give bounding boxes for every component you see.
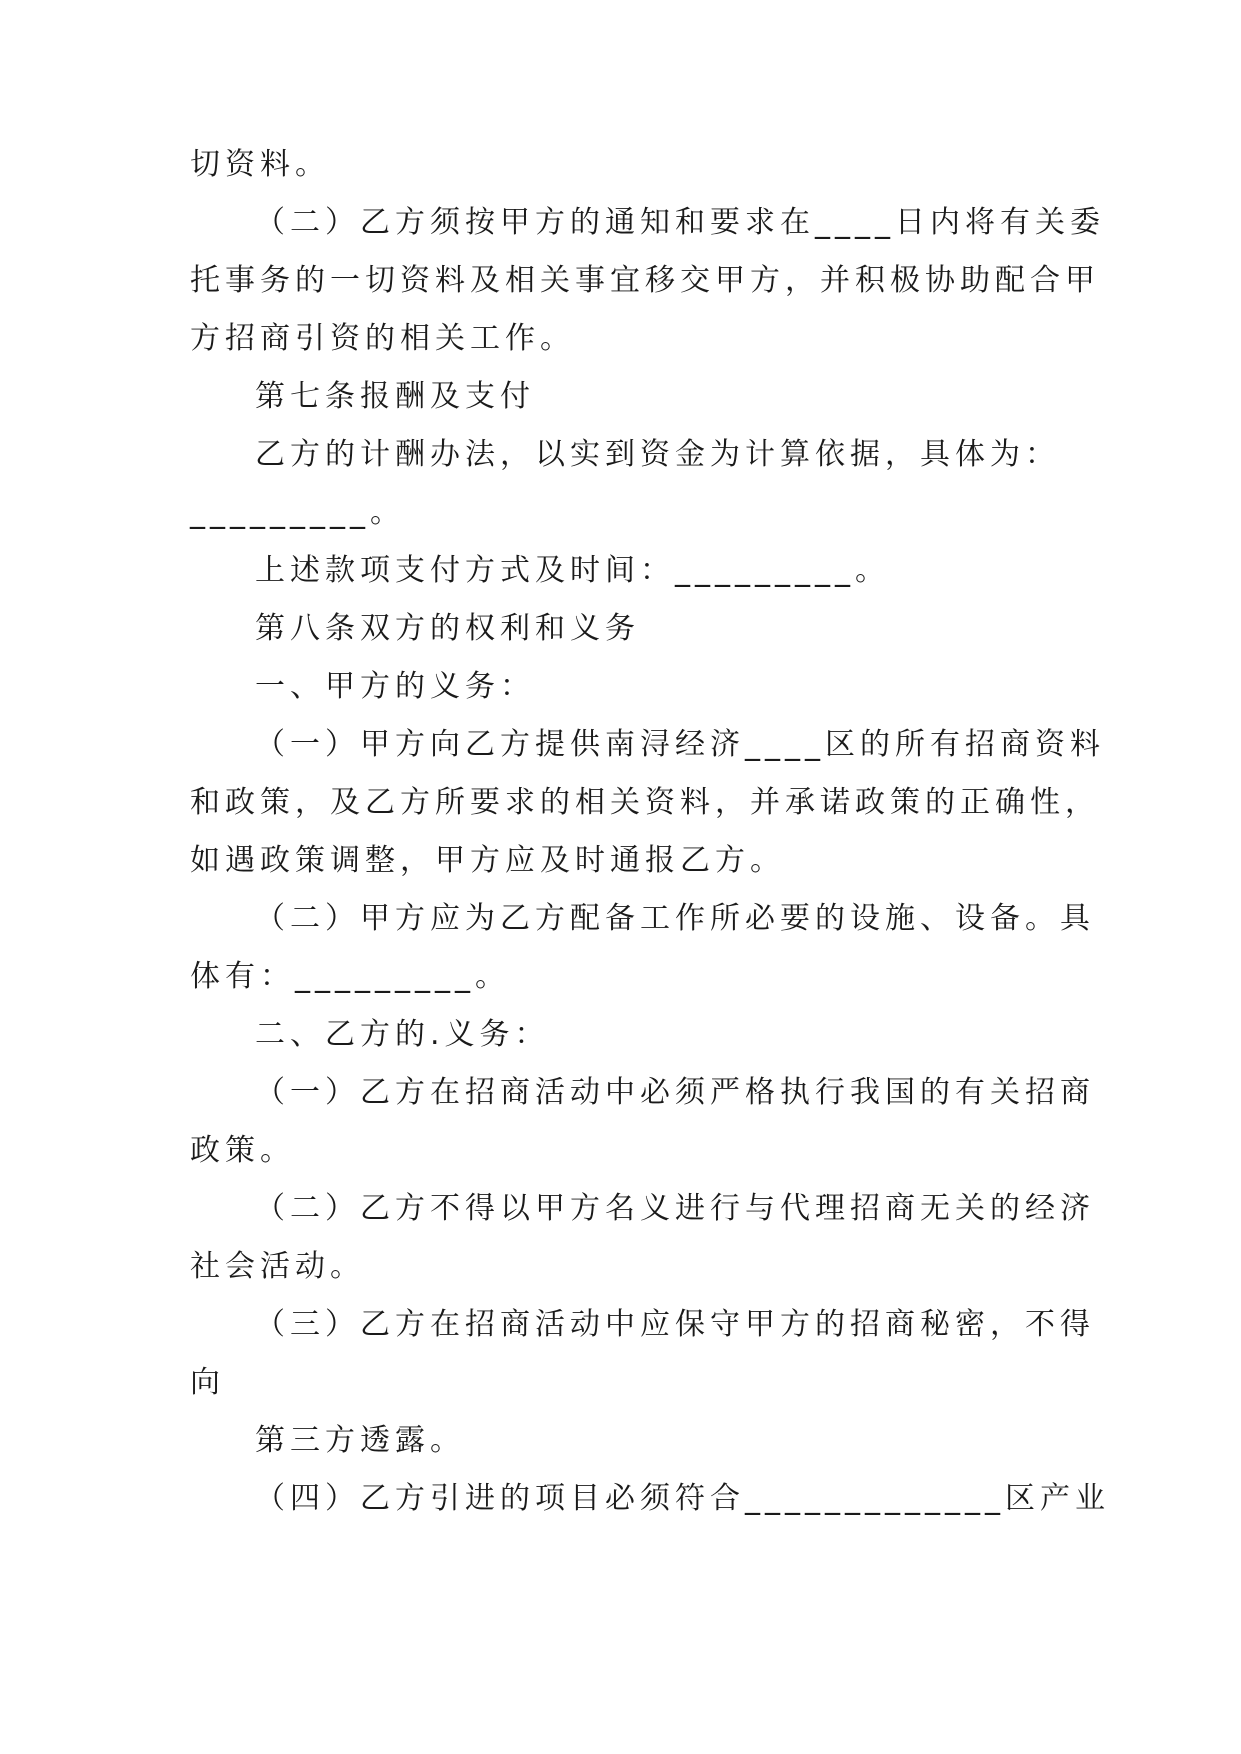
- text-line: （二）乙方不得以甲方名义进行与代理招商无关的经济: [255, 1191, 1095, 1226]
- text-line: 托事务的一切资料及相关事宜移交甲方，并积极协助配合甲: [190, 263, 1100, 298]
- text-line: 政策。: [190, 1133, 295, 1168]
- text-line: （三）乙方在招商活动中应保守甲方的招商秘密，不得: [255, 1307, 1095, 1342]
- text-line: _________。: [190, 495, 405, 530]
- text-line: 第八条双方的权利和义务: [255, 611, 640, 646]
- text-line: （一）乙方在招商活动中必须严格执行我国的有关招商: [255, 1075, 1095, 1110]
- text-line: 二、乙方的.义务：: [255, 1017, 550, 1052]
- text-line: 如遇政策调整，甲方应及时通报乙方。: [190, 843, 785, 878]
- text-line: 社会活动。: [190, 1249, 365, 1284]
- text-line: 切资料。: [190, 147, 330, 182]
- text-line: （一）甲方向乙方提供南浔经济____区的所有招商资料: [255, 727, 1105, 762]
- text-line: 体有：_________。: [190, 959, 510, 994]
- text-line: 一、甲方的义务：: [255, 669, 535, 704]
- text-line: 方招商引资的相关工作。: [190, 321, 575, 356]
- text-line: （二）乙方须按甲方的通知和要求在____日内将有关委: [255, 205, 1105, 240]
- text-line: 和政策，及乙方所要求的相关资料，并承诺政策的正确性，: [190, 785, 1100, 820]
- text-line: 第七条报酬及支付: [255, 379, 535, 414]
- text-line: （四）乙方引进的项目必须符合_____________区产业: [255, 1481, 1110, 1516]
- text-line: 上述款项支付方式及时间：_________。: [255, 553, 890, 588]
- text-line: 向: [190, 1365, 225, 1400]
- text-line: （二）甲方应为乙方配备工作所必要的设施、设备。具: [255, 901, 1095, 936]
- text-line: 第三方透露。: [255, 1423, 465, 1458]
- text-line: 乙方的计酬办法，以实到资金为计算依据，具体为：: [255, 437, 1060, 472]
